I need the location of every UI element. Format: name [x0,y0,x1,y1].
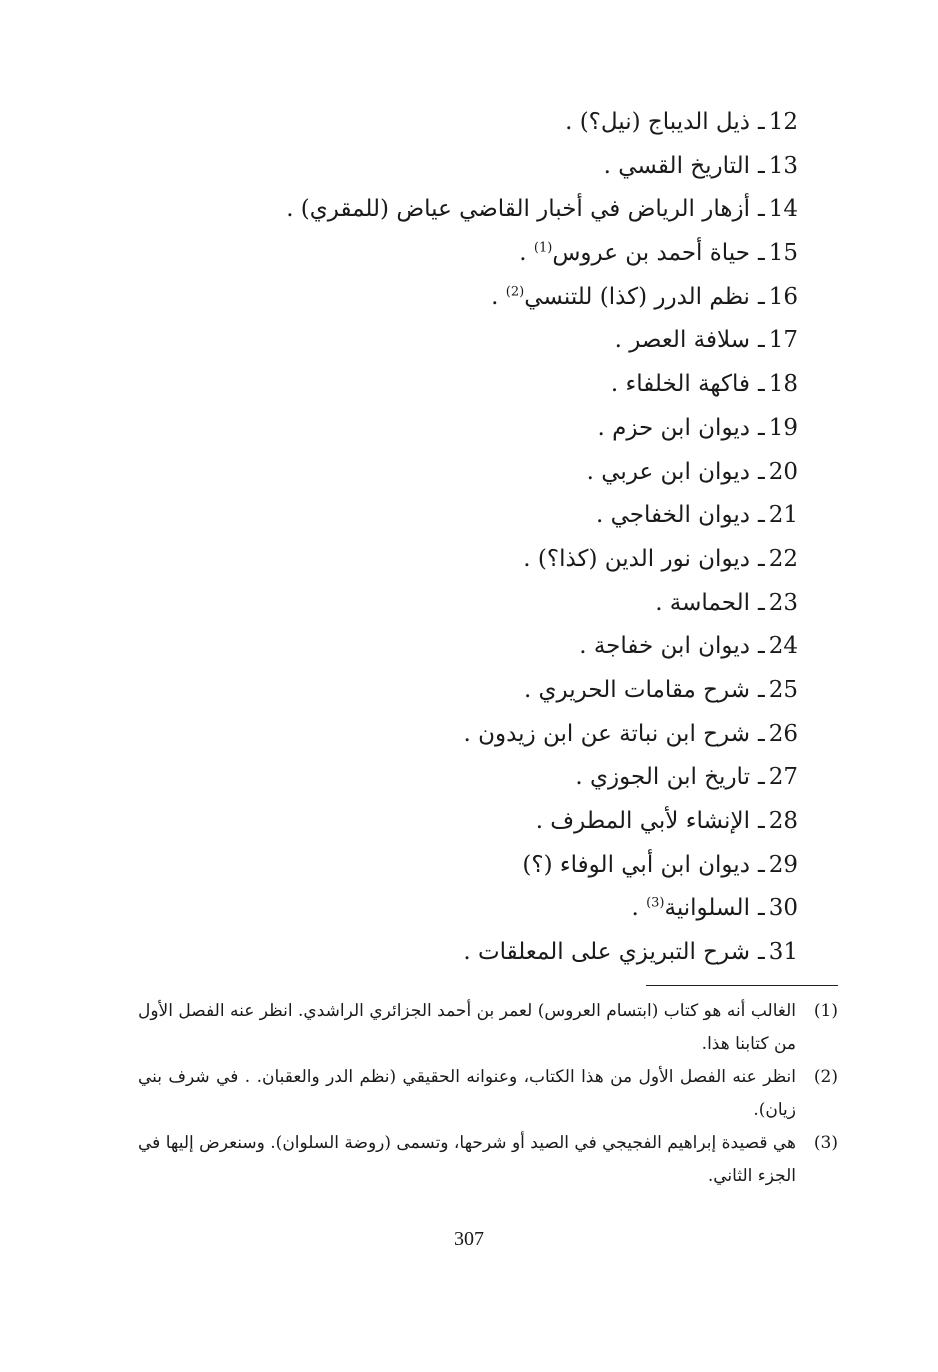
item-number: 14 [768,196,798,223]
item-dash: ـ [757,676,765,703]
item-dash: ـ [757,196,765,223]
list-item [98,538,798,582]
footnote-reference[interactable]: (2) [505,284,525,300]
item-title: سلافة العصر . [614,327,750,354]
list-item [98,887,798,931]
item-dash: ـ [757,895,765,922]
item-dash: ـ [757,109,765,135]
item-number: 15 [768,240,798,267]
item-title: شرح ابن نباتة عن ابن زيدون . [463,720,750,747]
item-end-mark: . [491,283,506,310]
item-number: 12 [768,109,798,135]
item-number: 28 [768,808,798,834]
item-number: 26 [768,720,798,747]
item-title: ذيل الديباج (نيل؟) . [565,109,750,135]
list-item [98,625,798,669]
item-number: 19 [768,414,798,441]
list-item [98,363,798,407]
item-number: 17 [768,327,798,354]
item-dash: ـ [757,502,765,529]
item-title: شرح مقامات الحريري . [523,676,750,703]
item-title: ديوان نور الدين (كذا؟) . [523,545,750,572]
item-number: 25 [768,676,798,703]
footnotes-section [138,995,838,1193]
footnote-number: (1) [813,1001,838,1021]
item-title: ديوان ابن حزم . [597,414,750,441]
list-item [98,931,798,975]
list-item [98,756,798,800]
list-item [98,669,798,713]
footnote-separator [646,985,838,986]
item-number: 20 [768,458,798,485]
item-dash: ـ [757,327,765,354]
list-item [98,582,798,626]
item-title: ديوان الخفاجي . [595,502,750,529]
item-number: 27 [768,764,798,791]
item-dash: ـ [757,939,765,966]
item-dash: ـ [757,371,765,398]
item-end-mark: . [519,240,534,267]
item-title: شرح التبريزي على المعلقات . [463,939,750,966]
footnote-text: هي قصيدة إبراهيم الفجيجي في الصيد أو شرحها، وتسمى (روضة السلوان). وسنعرض إليها في الجزء الثاني. [138,1133,796,1186]
list-item [98,800,798,844]
item-dash: ـ [757,152,765,179]
list-item [98,276,798,320]
item-dash: ـ [757,240,765,267]
item-number: 13 [768,152,798,179]
list-item [98,451,798,495]
footnote-reference[interactable]: (1) [533,240,553,256]
list-item [98,145,798,189]
item-dash: ـ [757,808,765,834]
item-number: 31 [768,939,798,966]
list-item [98,188,798,232]
footnote-reference[interactable]: (3) [646,895,665,911]
item-title: الإنشاء لأبي المطرف . [535,808,750,834]
list-item [98,319,798,363]
item-number: 18 [768,371,798,398]
list-item [98,844,798,888]
item-dash: ـ [757,851,765,878]
item-number: 30 [768,895,798,922]
item-number: 23 [768,589,798,616]
item-dash: ـ [757,458,765,485]
item-number: 16 [768,283,798,310]
list-item [98,713,798,757]
item-title: أزهار الرياض في أخبار القاضي عياض (للمقري) . [286,196,750,223]
footnote-text: انظر عنه الفصل الأول من هذا الكتاب، وعنوانه الحقيقي (نظم الدر والعقبان. . في شرف بني زيان). [138,1067,796,1120]
item-dash: ـ [757,283,765,310]
item-dash: ـ [757,414,765,441]
item-number: 21 [768,502,798,529]
footnote [138,1127,838,1193]
item-dash: ـ [757,764,765,791]
item-end-mark: . [631,895,647,922]
item-title: التاريخ القسي . [603,152,750,179]
page-number: 307 [454,1228,484,1250]
list-item [98,232,798,276]
footnote-number: (2) [813,1067,838,1087]
footnote-number: (3) [813,1133,838,1153]
footnote [138,995,838,1061]
list-item [98,407,798,451]
item-title: السلوانية [664,895,750,922]
footnote [138,1061,838,1127]
item-title: تاريخ ابن الجوزي . [575,764,750,791]
item-title: نظم الدرر (كذا) للتنسي [524,283,750,310]
item-title: حياة أحمد بن عروس [552,240,750,267]
manuscript-list [98,101,798,975]
list-item [98,494,798,538]
item-title: ديوان ابن عربي . [586,458,750,485]
item-dash: ـ [757,589,765,616]
item-number: 29 [768,851,798,878]
item-number: 24 [768,633,798,660]
item-title: الحماسة . [655,589,750,616]
footnote-text: الغالب أنه هو كتاب (ابتسام العروس) لعمر بن أحمد الجزائري الراشدي. انظر عنه الفصل الأول من كتابنا هذا. [138,1001,796,1054]
item-title: ديوان ابن أبي الوفاء (؟) [522,851,750,878]
item-title: ديوان ابن خفاجة . [579,633,750,660]
item-dash: ـ [757,633,765,660]
item-title: فاكهة الخلفاء . [610,371,750,398]
item-dash: ـ [757,545,765,572]
item-number: 22 [768,545,798,572]
item-dash: ـ [757,720,765,747]
list-item [98,101,798,145]
